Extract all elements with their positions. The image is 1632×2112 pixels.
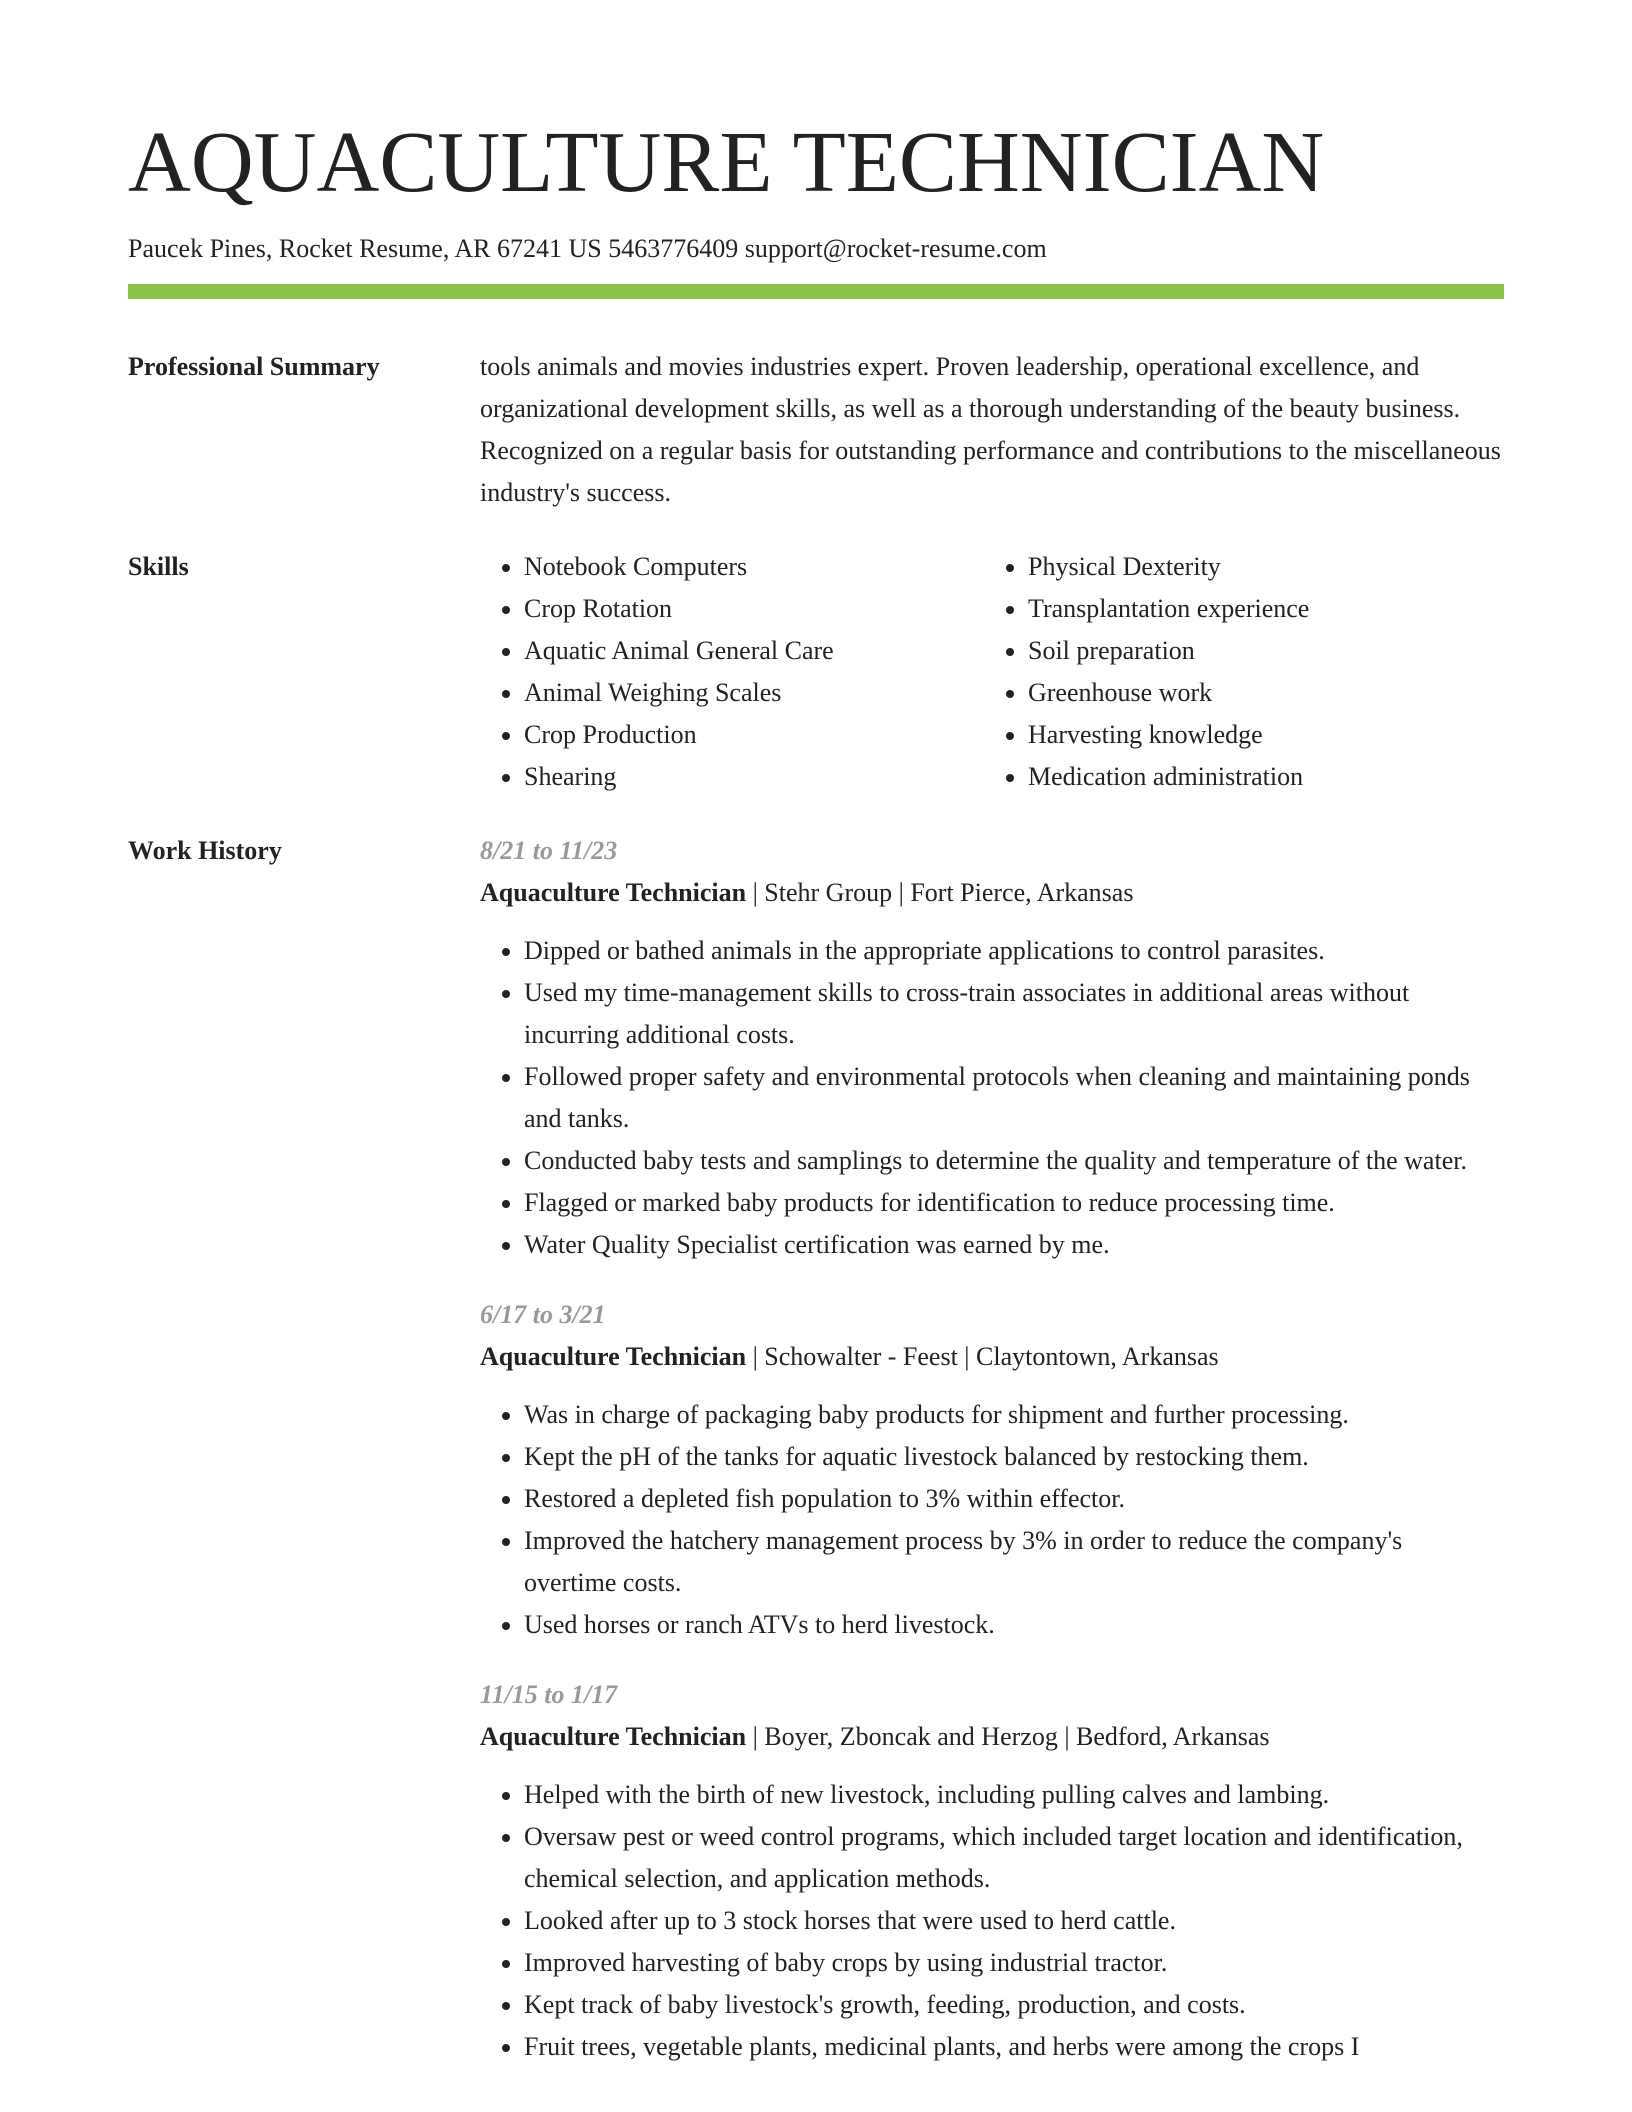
- job-bullet: • Used horses or ranch ATVs to herd livestock.: [524, 1604, 1504, 1646]
- skill-item: • Harvesting knowledge: [1028, 714, 1488, 756]
- resume-name-heading: AQUACULTURE TECHNICIAN: [128, 113, 1325, 210]
- job-bullet: • Improved harvesting of baby crops by using industrial tractor.: [524, 1942, 1504, 1984]
- skill-item: • Animal Weighing Scales: [524, 672, 984, 714]
- skills-section: [128, 546, 1504, 798]
- contact-phone: 5463776409: [608, 234, 739, 263]
- job-dates: 11/15 to 1/17: [480, 1680, 618, 1710]
- job-bullet: • Was in charge of packaging baby products for shipment and further processing.: [524, 1394, 1504, 1436]
- skill-item: • Notebook Computers: [524, 546, 984, 588]
- job-bullet: • Fruit trees, vegetable plants, medicinal plants, and herbs were among the crops I: [524, 2026, 1504, 2068]
- job-title: Aquaculture Technician: [480, 878, 747, 908]
- skill-item: • Transplantation experience: [1028, 588, 1488, 630]
- professional-summary-section: [128, 346, 1504, 514]
- contact-email: support@rocket-resume.com: [744, 234, 1047, 263]
- contact-address: Paucek Pines, Rocket Resume, AR 67241 US: [128, 234, 602, 263]
- work-history-section: [128, 830, 1504, 2096]
- section-title-skills: Skills: [128, 552, 189, 582]
- job-bullet: • Kept the pH of the tanks for aquatic livestock balanced by restocking them.: [524, 1436, 1504, 1478]
- job-bullet: • Used my time-management skills to cross-train associates in additional areas without incurring additional costs.: [524, 972, 1504, 1056]
- skills-list-right: [984, 546, 1488, 798]
- skill-item: • Physical Dexterity: [1028, 546, 1488, 588]
- skill-item: • Shearing: [524, 756, 984, 798]
- job-header: [480, 1716, 1504, 1758]
- skill-item: • Crop Rotation: [524, 588, 984, 630]
- summary-text: tools animals and movies industries expert. Proven leadership, operational excellence, and organizational development skills, as well as a thorough understanding of the beauty business. Recognized on a regular basis for outstanding performance and contributions to the miscellaneous industry's success.: [480, 352, 1501, 508]
- skills-list-left: [480, 546, 984, 798]
- job-dates: 6/17 to 3/21: [480, 1300, 606, 1330]
- job-bullet: • Oversaw pest or weed control programs, which included target location and identification, chemical selection, and application methods.: [524, 1816, 1504, 1900]
- contact-line: [128, 233, 1504, 264]
- resume-page: [128, 113, 1504, 2096]
- job-entry: [480, 1674, 1504, 2068]
- header-divider: [128, 284, 1504, 299]
- job-bullet: • Conducted baby tests and samplings to determine the quality and temperature of the water.: [524, 1140, 1504, 1182]
- job-bullet-list: [480, 1774, 1504, 2068]
- job-bullet: • Followed proper safety and environmental protocols when cleaning and maintaining ponds and tanks.: [524, 1056, 1504, 1140]
- job-bullet: • Flagged or marked baby products for identification to reduce processing time.: [524, 1182, 1504, 1224]
- job-title: Aquaculture Technician: [480, 1342, 747, 1372]
- job-details: | Stehr Group | Fort Pierce, Arkansas: [746, 878, 1134, 908]
- job-title: Aquaculture Technician: [480, 1722, 747, 1752]
- work-history-body: [480, 830, 1504, 2096]
- job-bullet: • Water Quality Specialist certification was earned by me.: [524, 1224, 1504, 1266]
- job-bullet: • Dipped or bathed animals in the appropriate applications to control parasites.: [524, 930, 1504, 972]
- job-header: [480, 1336, 1504, 1378]
- job-entry: [480, 830, 1504, 1266]
- skills-grid: [480, 546, 1504, 798]
- job-bullet: • Kept track of baby livestock's growth, feeding, production, and costs.: [524, 1984, 1504, 2026]
- job-bullet: • Improved the hatchery management process by 3% in order to reduce the company's overtime costs.: [524, 1520, 1504, 1604]
- skill-item: • Medication administration: [1028, 756, 1488, 798]
- job-dates: 8/21 to 11/23: [480, 836, 618, 866]
- job-bullet-list: [480, 930, 1504, 1266]
- job-header: [480, 872, 1504, 914]
- job-bullet: • Restored a depleted fish population to 3% within effector.: [524, 1478, 1504, 1520]
- job-entry: [480, 1294, 1504, 1646]
- section-title-work-history: Work History: [128, 836, 282, 866]
- job-bullet: • Helped with the birth of new livestock, including pulling calves and lambing.: [524, 1774, 1504, 1816]
- skill-item: • Soil preparation: [1028, 630, 1488, 672]
- section-title-summary: Professional Summary: [128, 352, 380, 382]
- job-bullet: • Looked after up to 3 stock horses that were used to herd cattle.: [524, 1900, 1504, 1942]
- job-details: | Boyer, Zboncak and Herzog | Bedford, Arkansas: [746, 1722, 1270, 1752]
- job-bullet-list: [480, 1394, 1504, 1646]
- skill-item: • Greenhouse work: [1028, 672, 1488, 714]
- skill-item: • Crop Production: [524, 714, 984, 756]
- skill-item: • Aquatic Animal General Care: [524, 630, 984, 672]
- job-details: | Schowalter - Feest | Claytontown, Arkansas: [746, 1342, 1219, 1372]
